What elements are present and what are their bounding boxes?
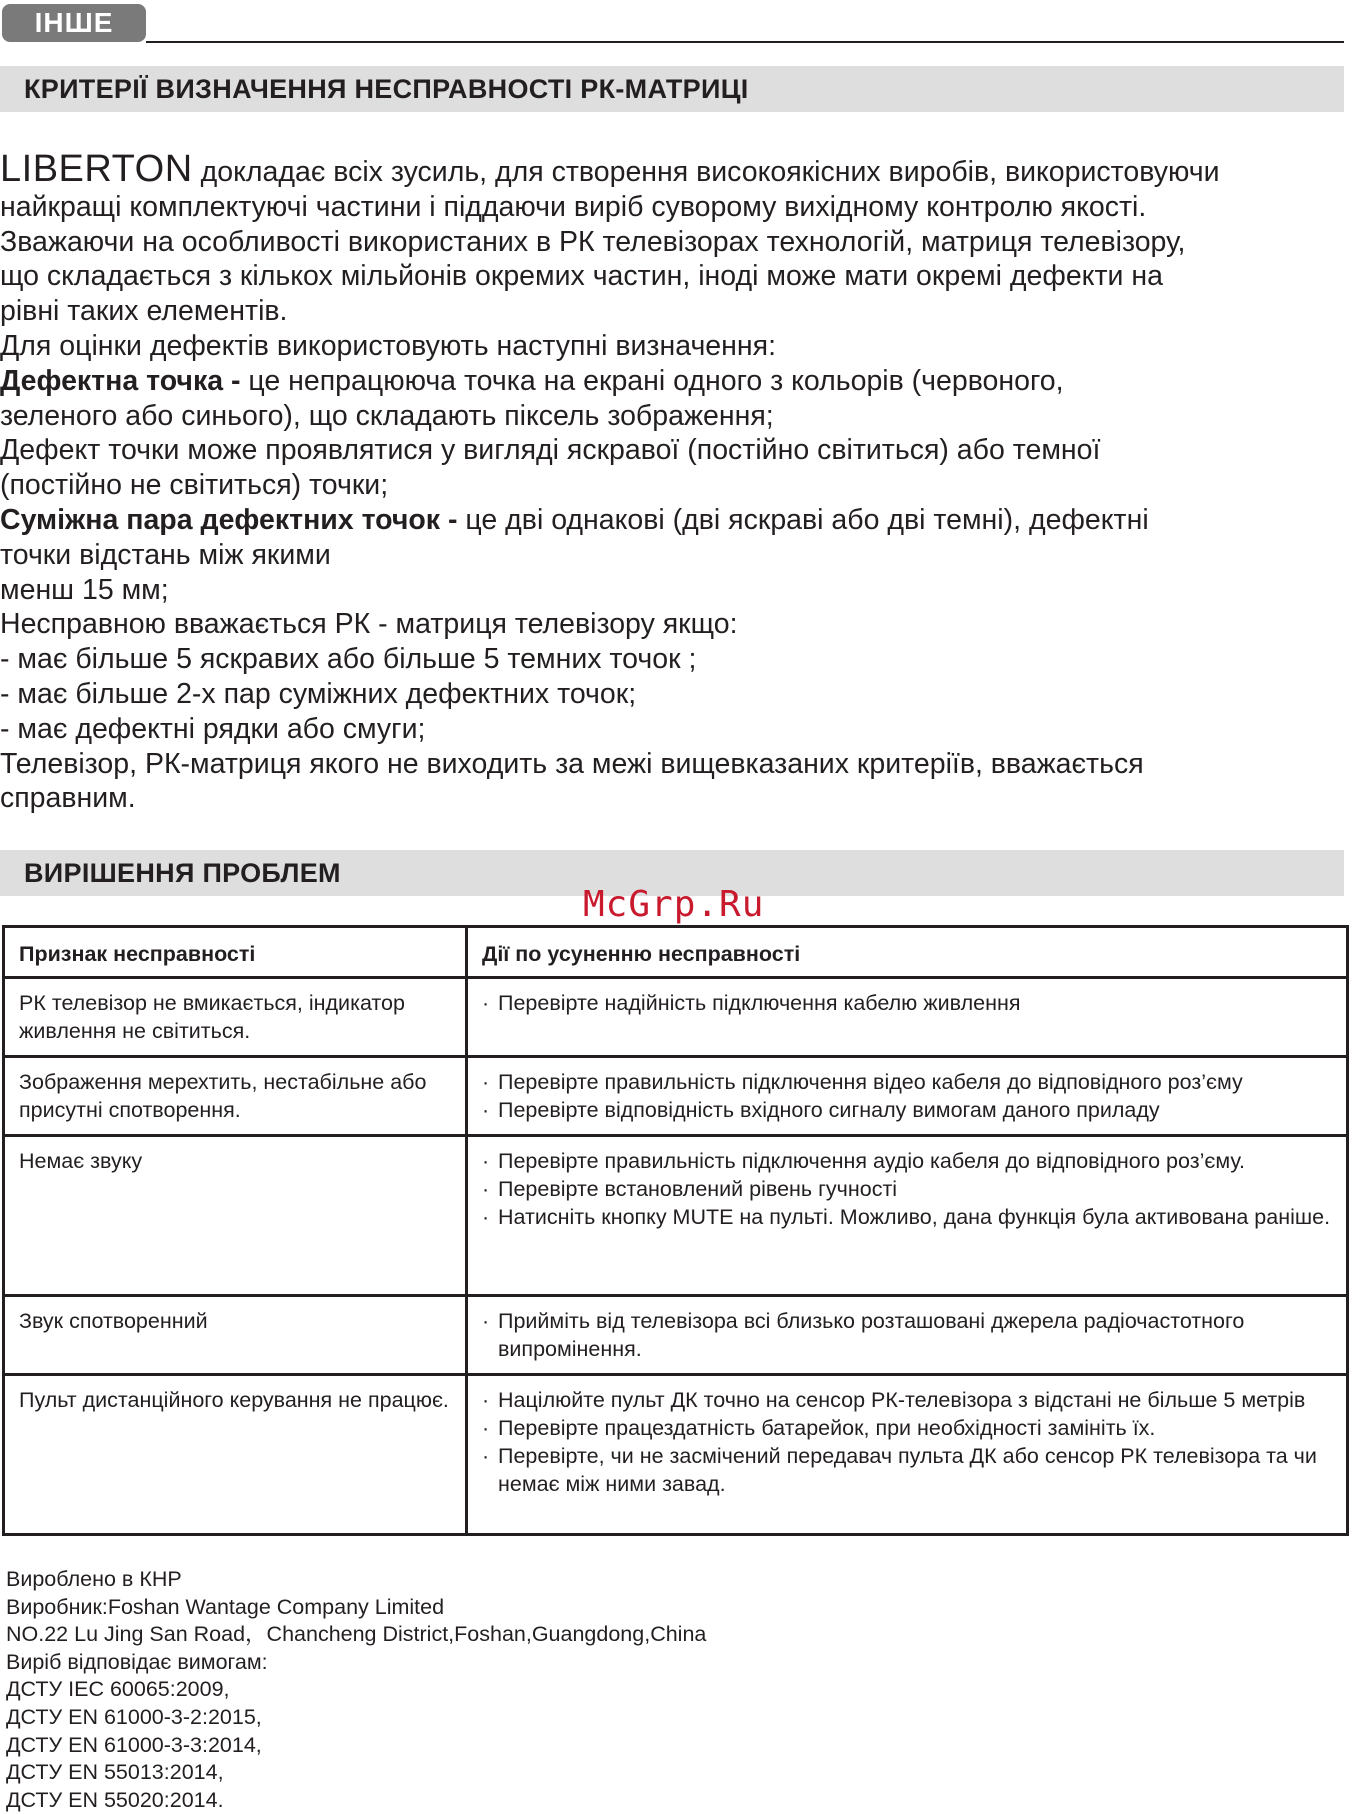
paragraph-line bbox=[0, 148, 1352, 190]
section-tag: ІНШЕ bbox=[2, 4, 146, 42]
action-text: Натисніть кнопку MUTE на пульті. Можливо, дана функція була активована раніше. bbox=[498, 1205, 1331, 1229]
definition-term: Дефектна точка - bbox=[0, 364, 241, 397]
action-text: Перевірте правильність підключення аудіо кабеля до відповідного роз’єму. bbox=[498, 1149, 1245, 1173]
paragraph-line: Дефект точки може проявлятися у вигляді яскравої (постійно світиться) або темної bbox=[0, 434, 1101, 467]
footer-line: ДСТУ EN 61000-3-2:2015, bbox=[6, 1704, 262, 1729]
paragraph-line: справним. bbox=[0, 782, 136, 815]
brand-name: LIBERTON bbox=[0, 148, 193, 190]
action-text: Перевірте відповідність вхідного сигналу вимогам даного приладу bbox=[498, 1098, 1160, 1122]
action-text: Націлюйте пульт ДК точно на сенсор РК-телевізора з відстані не більше 5 метрів bbox=[498, 1388, 1306, 1412]
actions-cell bbox=[467, 1296, 1348, 1375]
bullet-icon: · bbox=[482, 1177, 490, 1201]
bullet-icon: · bbox=[482, 1098, 490, 1122]
action-text: Перевірте правильність підключення відео кабеля до відповідного роз’єму bbox=[498, 1070, 1243, 1094]
action-text: Перевірте надійність підключення кабелю живлення bbox=[498, 991, 1021, 1015]
section-title: КРИТЕРІЇ ВИЗНАЧЕННЯ НЕСПРАВНОСТІ РК-МАТРИЦІ bbox=[24, 74, 749, 104]
definition-text: це непрацююча точка на екрані одного з кольорів (червоного, bbox=[240, 364, 1064, 397]
table-header-row bbox=[4, 927, 1348, 978]
bullet-icon: · bbox=[482, 1309, 490, 1333]
footer-line: Вироблено в КНР bbox=[6, 1567, 182, 1591]
action-text: Приймiть вiд телевiзора всi близько розташованi джерела радiочастотного випромiнення. bbox=[498, 1309, 1245, 1361]
footer-line: Виробник:Foshan Wantage Company Limited bbox=[6, 1594, 445, 1619]
paragraph-line: що складається з кількох мільйонів окремих частин, іноді може мати окремі дефекти на bbox=[0, 260, 1163, 293]
section-title: ВИРІШЕННЯ ПРОБЛЕМ bbox=[24, 858, 341, 888]
header-rule bbox=[146, 41, 1344, 43]
column-header: Дії по усуненню несправності bbox=[467, 927, 1348, 978]
problem-cell: Зображення мерехтить, нестабільне або присутні спотворення. bbox=[4, 1057, 467, 1136]
bullet-icon: · bbox=[482, 1444, 490, 1468]
footer-line: ДСТУ EN 61000-3-3:2014, bbox=[6, 1732, 262, 1757]
paragraph-line: - має більше 5 яскравих або більше 5 темних точок ; bbox=[0, 643, 697, 676]
troubleshooting-table bbox=[2, 925, 1349, 1536]
action-item bbox=[482, 1414, 1332, 1442]
problem-cell: Звук спотворенний bbox=[4, 1296, 467, 1375]
watermark: McGrp.Ru bbox=[583, 884, 765, 925]
problem-cell: Пульт дистанційного керування не працює. bbox=[4, 1375, 467, 1535]
column-header: Признак несправності bbox=[4, 927, 467, 978]
bullet-icon: · bbox=[482, 1416, 490, 1440]
definition-line bbox=[0, 364, 1352, 399]
footer-line: Виріб відповідає вимогам: bbox=[6, 1649, 268, 1674]
paragraph-line: (постійно не світиться) точки; bbox=[0, 469, 389, 502]
paragraph-line: - має дефектні рядки або смуги; bbox=[0, 712, 426, 745]
criteria-text bbox=[0, 148, 1352, 816]
paragraph-line: Зважаючи на особливості використаних в РК телевізорах технологій, матриця телевізору, bbox=[0, 225, 1186, 258]
actions-cell bbox=[467, 1057, 1348, 1136]
action-item bbox=[482, 1068, 1332, 1096]
definition-term: Суміжна пара дефектних точок - bbox=[0, 503, 458, 536]
paragraph-line: менш 15 мм; bbox=[0, 573, 169, 606]
text: докладає всіх зусиль, для створення високоякісних виробів, використовуючи bbox=[192, 156, 1220, 188]
action-item bbox=[482, 1442, 1332, 1498]
action-item bbox=[482, 1203, 1332, 1231]
action-item bbox=[482, 1147, 1332, 1175]
paragraph-line: Телевізор, РК-матриця якого не виходить за межі вищевказаних критеріїв, вважається bbox=[0, 747, 1144, 780]
paragraph-line: зеленого або синього), що складають піксель зображення; bbox=[0, 399, 774, 432]
bullet-icon: · bbox=[482, 1149, 490, 1173]
table-row bbox=[4, 1136, 1348, 1296]
paragraph-line: точки відстань між якими bbox=[0, 538, 331, 571]
actions-cell bbox=[467, 1136, 1348, 1296]
definition-text: це дві однакові (дві яскраві або дві темні), дефектні bbox=[457, 503, 1149, 536]
actions-cell bbox=[467, 1375, 1348, 1535]
table-row bbox=[4, 1296, 1348, 1375]
table-row bbox=[4, 1057, 1348, 1136]
action-text: Перевірте працездатність батарейок, при необхідності замініть їх. bbox=[498, 1416, 1156, 1440]
problem-cell: РК телевізор не вмикається, індикатор живлення не світиться. bbox=[4, 978, 467, 1057]
section-heading-bar bbox=[0, 66, 1344, 112]
paragraph-line: найкращі комплектуючі частини і піддаючи виріб суворому вихідному контролю якості. bbox=[0, 190, 1147, 223]
paragraph-line: - має більше 2-х пар суміжних дефектних точок; bbox=[0, 677, 637, 710]
paragraph-line: рівні таких елементів. bbox=[0, 295, 288, 328]
action-item bbox=[482, 1307, 1332, 1363]
actions-cell bbox=[467, 978, 1348, 1057]
definition-line bbox=[0, 503, 1352, 538]
action-text: Перевірте встановлений рівень гучності bbox=[498, 1177, 898, 1201]
table-row bbox=[4, 978, 1348, 1057]
paragraph-line: Несправною вважається РК - матриця телевізору якщо: bbox=[0, 608, 738, 641]
manufacturer-info bbox=[6, 1566, 706, 1814]
paragraph-line: Для оцінки дефектів використовують наступні визначення: bbox=[0, 329, 776, 362]
footer-line: ДСТУ EN 55020:2014. bbox=[6, 1787, 224, 1812]
bullet-icon: · bbox=[482, 1388, 490, 1412]
action-item bbox=[482, 1096, 1332, 1124]
footer-line: NO.22 Lu Jing San Road，Chancheng District,Foshan,Guangdong,China bbox=[6, 1622, 707, 1647]
bullet-icon: · bbox=[482, 1205, 490, 1229]
bullet-icon: · bbox=[482, 991, 490, 1015]
table-row bbox=[4, 1375, 1348, 1535]
action-item bbox=[482, 1386, 1332, 1414]
bullet-icon: · bbox=[482, 1070, 490, 1094]
footer-line: ДСТУ IEC 60065:2009, bbox=[6, 1677, 230, 1702]
problem-cell: Немає звуку bbox=[4, 1136, 467, 1296]
action-text: Перевірте, чи не засмічений передавач пульта ДК або сенсор РК телевізора та чи немає між ними завад. bbox=[498, 1444, 1317, 1496]
action-item bbox=[482, 1175, 1332, 1203]
action-item bbox=[482, 989, 1332, 1017]
footer-line: ДСТУ EN 55013:2014, bbox=[6, 1760, 224, 1785]
